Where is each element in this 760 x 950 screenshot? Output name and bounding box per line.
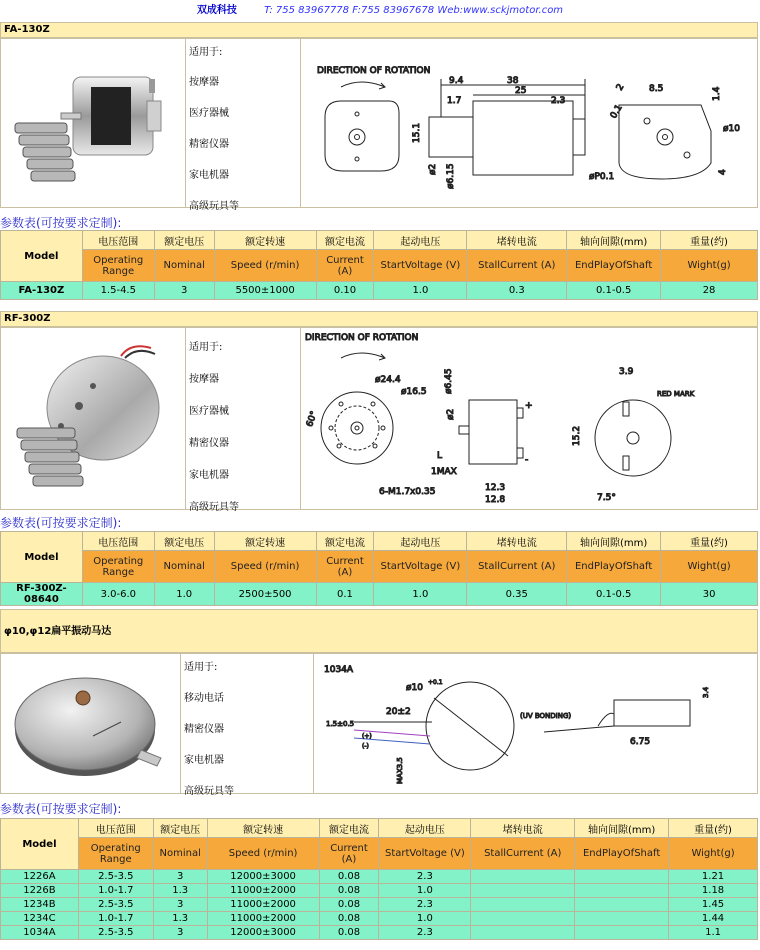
cell-range: 2.5-3.5 bbox=[78, 898, 153, 912]
spec-table-fa130z bbox=[0, 230, 758, 300]
cell-current: 0.08 bbox=[319, 898, 379, 912]
table-row bbox=[1, 884, 758, 898]
cell-nominal: 1.3 bbox=[153, 884, 207, 898]
technical-drawing-flat-motor bbox=[314, 654, 757, 793]
dim-screws: 6-M1.7x0.35 bbox=[379, 487, 436, 497]
cell-model: 1226B bbox=[1, 884, 79, 898]
dim-38: 38 bbox=[507, 76, 519, 86]
col-current-cn: 额定电流 bbox=[316, 231, 374, 250]
cell-start: 2.3 bbox=[379, 898, 471, 912]
dim-1.7: 1.7 bbox=[447, 96, 462, 106]
uses-item: 精密仪器 bbox=[189, 438, 229, 449]
col-speed-cn: 额定转速 bbox=[214, 231, 316, 250]
cell-speed: 5500±1000 bbox=[214, 282, 316, 300]
uses-item: 适用于: bbox=[189, 342, 223, 353]
technical-drawing-rf300z bbox=[301, 328, 757, 509]
dim-1max: 1MAX bbox=[431, 467, 457, 477]
dim-4: 4 bbox=[718, 169, 728, 175]
uses-item: 医疗器械 bbox=[189, 406, 229, 417]
cell-speed: 2500±500 bbox=[214, 583, 316, 606]
cell-current: 0.08 bbox=[319, 912, 379, 926]
param-table-title: 参数表(可按要求定制): bbox=[0, 516, 122, 530]
col-weight-cn: 重量(约) bbox=[669, 819, 758, 838]
col-stall-cn: 堵转电流 bbox=[467, 231, 567, 250]
col-weight-en: Wight(g) bbox=[669, 838, 758, 870]
spec-table-rf300z bbox=[0, 531, 758, 606]
col-speed-en: Speed (r/min) bbox=[207, 838, 319, 870]
cell-current: 0.08 bbox=[319, 926, 379, 940]
dim-max3.5: MAX3.5 bbox=[396, 757, 404, 784]
cell-stall bbox=[471, 870, 575, 884]
cell-start: 2.3 bbox=[379, 870, 471, 884]
cell-speed: 12000±3000 bbox=[207, 926, 319, 940]
uses-list-flat-motor bbox=[181, 654, 314, 797]
col-current-en: Current (A) bbox=[319, 838, 379, 870]
dim-0.1: 0.1 bbox=[608, 103, 625, 121]
cell-start: 1.0 bbox=[379, 912, 471, 926]
col-nominal-en: Nominal bbox=[153, 838, 207, 870]
table-row bbox=[1, 282, 758, 300]
cell-weight: 1.1 bbox=[669, 926, 758, 940]
technical-drawing-fa130z bbox=[301, 39, 757, 207]
cell-stall bbox=[471, 884, 575, 898]
brand-name: 双成科技 bbox=[196, 5, 237, 16]
cell-stall: 0.3 bbox=[467, 282, 567, 300]
dim-25: 25 bbox=[515, 86, 527, 96]
col-range-en: Operating Range bbox=[82, 551, 154, 583]
rotation-label: DIRECTION OF ROTATION bbox=[317, 66, 431, 76]
col-endplay-cn: 轴向间隙(mm) bbox=[575, 819, 669, 838]
dim-phi2: ø2 bbox=[428, 163, 438, 175]
table-row bbox=[1, 898, 758, 912]
cell-stall: 0.35 bbox=[467, 583, 567, 606]
cell-start: 1.0 bbox=[374, 282, 467, 300]
col-range-en: Operating Range bbox=[82, 250, 154, 282]
col-range-cn: 电压范围 bbox=[82, 532, 154, 551]
col-speed-en: Speed (r/min) bbox=[214, 250, 316, 282]
dim-phiP0.1: øP0.1 bbox=[589, 172, 615, 182]
dim-phi16.5: ø16.5 bbox=[401, 387, 427, 397]
col-stall-cn: 堵转电流 bbox=[467, 532, 567, 551]
dim-3.9: 3.9 bbox=[619, 367, 634, 377]
dim-L: L bbox=[437, 451, 443, 461]
cell-range: 3.0-6.0 bbox=[82, 583, 154, 606]
contact-info: T: 755 83967778 F:755 83967678 Web:www.sckjmotor.com bbox=[264, 5, 564, 16]
col-start-cn: 起动电压 bbox=[379, 819, 471, 838]
model-label: 1034A bbox=[324, 665, 354, 675]
table-row bbox=[1, 912, 758, 926]
col-endplay-en: EndPlayOfShaft bbox=[567, 250, 661, 282]
dim-phi6.15: ø6.15 bbox=[446, 163, 456, 189]
col-nominal-cn: 额定电压 bbox=[154, 532, 214, 551]
cell-model: 1034A bbox=[1, 926, 79, 940]
col-range-en: Operating Range bbox=[78, 838, 153, 870]
dim-6.75: 6.75 bbox=[630, 737, 651, 747]
col-endplay-en: EndPlayOfShaft bbox=[575, 838, 669, 870]
cell-weight: 28 bbox=[661, 282, 758, 300]
top-bar bbox=[0, 0, 760, 21]
product-photo-rf300z bbox=[1, 328, 186, 509]
dim-12.8: 12.8 bbox=[485, 495, 506, 505]
col-range-cn: 电压范围 bbox=[78, 819, 153, 838]
lead-minus: (-) bbox=[362, 743, 369, 750]
col-stall-cn: 堵转电流 bbox=[471, 819, 575, 838]
cell-weight: 1.44 bbox=[669, 912, 758, 926]
uses-item: 移动电话 bbox=[184, 693, 224, 704]
red-mark-label: RED MARK bbox=[657, 390, 695, 398]
dim-2.3: 2.3 bbox=[551, 96, 566, 106]
col-current-en: Current (A) bbox=[316, 551, 374, 583]
cell-endplay bbox=[575, 898, 669, 912]
terminal-minus: - bbox=[525, 455, 529, 465]
dim-phi10: ø10 bbox=[406, 683, 423, 693]
cell-current: 0.08 bbox=[319, 870, 379, 884]
col-start-cn: 起动电压 bbox=[374, 532, 467, 551]
col-model: Model bbox=[1, 819, 79, 870]
dim-7.5deg: 7.5° bbox=[597, 493, 616, 503]
param-table-title: 参数表(可按要求定制): bbox=[0, 216, 122, 230]
col-start-cn: 起动电压 bbox=[374, 231, 467, 250]
dim-15.2: 15.2 bbox=[572, 425, 582, 446]
col-start-en: StartVoltage (V) bbox=[374, 551, 467, 583]
uses-item: 家电机器 bbox=[189, 170, 229, 181]
uses-list-fa130z bbox=[186, 39, 301, 212]
col-weight-cn: 重量(约) bbox=[661, 231, 758, 250]
cell-weight: 1.45 bbox=[669, 898, 758, 912]
col-nominal-en: Nominal bbox=[154, 551, 214, 583]
cell-endplay: 0.1-0.5 bbox=[567, 583, 661, 606]
col-current-en: Current (A) bbox=[316, 250, 374, 282]
col-weight-en: Wight(g) bbox=[661, 551, 758, 583]
cell-speed: 11000±2000 bbox=[207, 884, 319, 898]
col-stall-en: StallCurrent (A) bbox=[471, 838, 575, 870]
cell-nominal: 3 bbox=[153, 870, 207, 884]
uses-item: 精密仪器 bbox=[184, 724, 224, 735]
dim-2: 2 bbox=[614, 82, 627, 93]
cell-model: 1234B bbox=[1, 898, 79, 912]
cell-current: 0.10 bbox=[316, 282, 374, 300]
lead-plus: (+) bbox=[362, 733, 372, 740]
cell-nominal: 3 bbox=[154, 282, 214, 300]
uses-item: 医疗器械 bbox=[189, 108, 229, 119]
param-table-title: 参数表(可按要求定制): bbox=[0, 802, 122, 816]
terminal-plus: + bbox=[525, 401, 533, 411]
dim-phi24.4: ø24.4 bbox=[375, 375, 401, 385]
uses-item: 高级玩具等 bbox=[189, 201, 239, 212]
col-model: Model bbox=[1, 231, 83, 282]
dim-15.1: 15.1 bbox=[412, 122, 422, 143]
cell-model: RF-300Z-08640 bbox=[1, 583, 83, 606]
col-endplay-cn: 轴向间隙(mm) bbox=[567, 231, 661, 250]
cell-endplay bbox=[575, 926, 669, 940]
cell-range: 2.5-3.5 bbox=[78, 870, 153, 884]
cell-endplay bbox=[575, 870, 669, 884]
cell-weight: 1.21 bbox=[669, 870, 758, 884]
col-weight-cn: 重量(约) bbox=[661, 532, 758, 551]
col-nominal-en: Nominal bbox=[154, 250, 214, 282]
uses-item: 按摩器 bbox=[189, 77, 219, 88]
uses-item: 高级玩具等 bbox=[189, 502, 239, 513]
col-start-en: StartVoltage (V) bbox=[374, 250, 467, 282]
cell-nominal: 3 bbox=[153, 926, 207, 940]
col-weight-en: Wight(g) bbox=[661, 250, 758, 282]
cell-range: 1.0-1.7 bbox=[78, 912, 153, 926]
cell-stall bbox=[471, 912, 575, 926]
section-title-rf300z: RF-300Z bbox=[0, 311, 758, 327]
cell-weight: 1.18 bbox=[669, 884, 758, 898]
table-row bbox=[1, 926, 758, 940]
uses-item: 家电机器 bbox=[189, 470, 229, 481]
table-row bbox=[1, 583, 758, 606]
product-row-fa130z bbox=[0, 38, 758, 212]
cell-endplay bbox=[575, 912, 669, 926]
cell-range: 1.5-4.5 bbox=[82, 282, 154, 300]
spec-table-flat-motor bbox=[0, 818, 758, 940]
col-start-en: StartVoltage (V) bbox=[379, 838, 471, 870]
uses-item: 按摩器 bbox=[189, 374, 219, 385]
dim-12.3: 12.3 bbox=[485, 483, 506, 493]
col-speed-cn: 额定转速 bbox=[214, 532, 316, 551]
uses-item: 适用于: bbox=[189, 47, 223, 58]
cell-model: FA-130Z bbox=[1, 282, 83, 300]
col-stall-en: StallCurrent (A) bbox=[467, 250, 567, 282]
product-row-flat-motor bbox=[0, 653, 758, 797]
dim-1.5: 1.5±0.5 bbox=[326, 720, 355, 728]
cell-speed: 11000±2000 bbox=[207, 898, 319, 912]
col-stall-en: StallCurrent (A) bbox=[467, 551, 567, 583]
col-speed-en: Speed (r/min) bbox=[214, 551, 316, 583]
rotation-label: DIRECTION OF ROTATION bbox=[305, 333, 419, 343]
dim-3.4: 3.4 bbox=[702, 686, 710, 698]
dim-tolerance: +0.1 bbox=[428, 679, 443, 686]
col-current-cn: 额定电流 bbox=[319, 819, 379, 838]
col-range-cn: 电压范围 bbox=[82, 231, 154, 250]
dim-20: 20±2 bbox=[386, 707, 411, 717]
col-nominal-cn: 额定电压 bbox=[154, 231, 214, 250]
product-photo-flat-motor bbox=[1, 654, 181, 793]
cell-endplay bbox=[575, 884, 669, 898]
uv-bonding-label: (UV BONDING) bbox=[520, 712, 572, 720]
cell-current: 0.08 bbox=[319, 884, 379, 898]
dim-60deg: 60° bbox=[305, 410, 320, 429]
uses-item: 家电机器 bbox=[184, 755, 224, 766]
dim-9.4: 9.4 bbox=[449, 76, 464, 86]
col-nominal-cn: 额定电压 bbox=[153, 819, 207, 838]
section-title-fa130z: FA-130Z bbox=[0, 22, 758, 38]
cell-current: 0.1 bbox=[316, 583, 374, 606]
dim-1.4: 1.4 bbox=[712, 86, 722, 101]
cell-speed: 11000±2000 bbox=[207, 912, 319, 926]
col-endplay-cn: 轴向间隙(mm) bbox=[567, 532, 661, 551]
col-current-cn: 额定电流 bbox=[316, 532, 374, 551]
cell-start: 1.0 bbox=[379, 884, 471, 898]
cell-start: 2.3 bbox=[379, 926, 471, 940]
cell-start: 1.0 bbox=[374, 583, 467, 606]
product-photo-fa130z bbox=[1, 39, 186, 207]
dim-8.5: 8.5 bbox=[649, 84, 664, 94]
cell-weight: 30 bbox=[661, 583, 758, 606]
col-speed-cn: 额定转速 bbox=[207, 819, 319, 838]
dim-phi2: ø2 bbox=[446, 408, 456, 420]
product-row-rf300z bbox=[0, 327, 758, 513]
dim-phi10: ø10 bbox=[723, 124, 740, 134]
cell-stall bbox=[471, 926, 575, 940]
section-title-flat-motor: φ10,φ12扁平振动马达 bbox=[0, 609, 758, 653]
uses-item: 高级玩具等 bbox=[184, 786, 234, 797]
cell-model: 1226A bbox=[1, 870, 79, 884]
cell-range: 1.0-1.7 bbox=[78, 884, 153, 898]
table-row bbox=[1, 870, 758, 884]
cell-speed: 12000±3000 bbox=[207, 870, 319, 884]
dim-phi6.45: ø6.45 bbox=[444, 368, 454, 394]
uses-item: 精密仪器 bbox=[189, 139, 229, 150]
cell-nominal: 3 bbox=[153, 898, 207, 912]
col-endplay-en: EndPlayOfShaft bbox=[567, 551, 661, 583]
cell-range: 2.5-3.5 bbox=[78, 926, 153, 940]
col-model: Model bbox=[1, 532, 83, 583]
cell-stall bbox=[471, 898, 575, 912]
uses-item: 适用于: bbox=[184, 662, 218, 673]
cell-nominal: 1.3 bbox=[153, 912, 207, 926]
uses-list-rf300z bbox=[186, 328, 301, 513]
cell-endplay: 0.1-0.5 bbox=[567, 282, 661, 300]
cell-nominal: 1.0 bbox=[154, 583, 214, 606]
cell-model: 1234C bbox=[1, 912, 79, 926]
